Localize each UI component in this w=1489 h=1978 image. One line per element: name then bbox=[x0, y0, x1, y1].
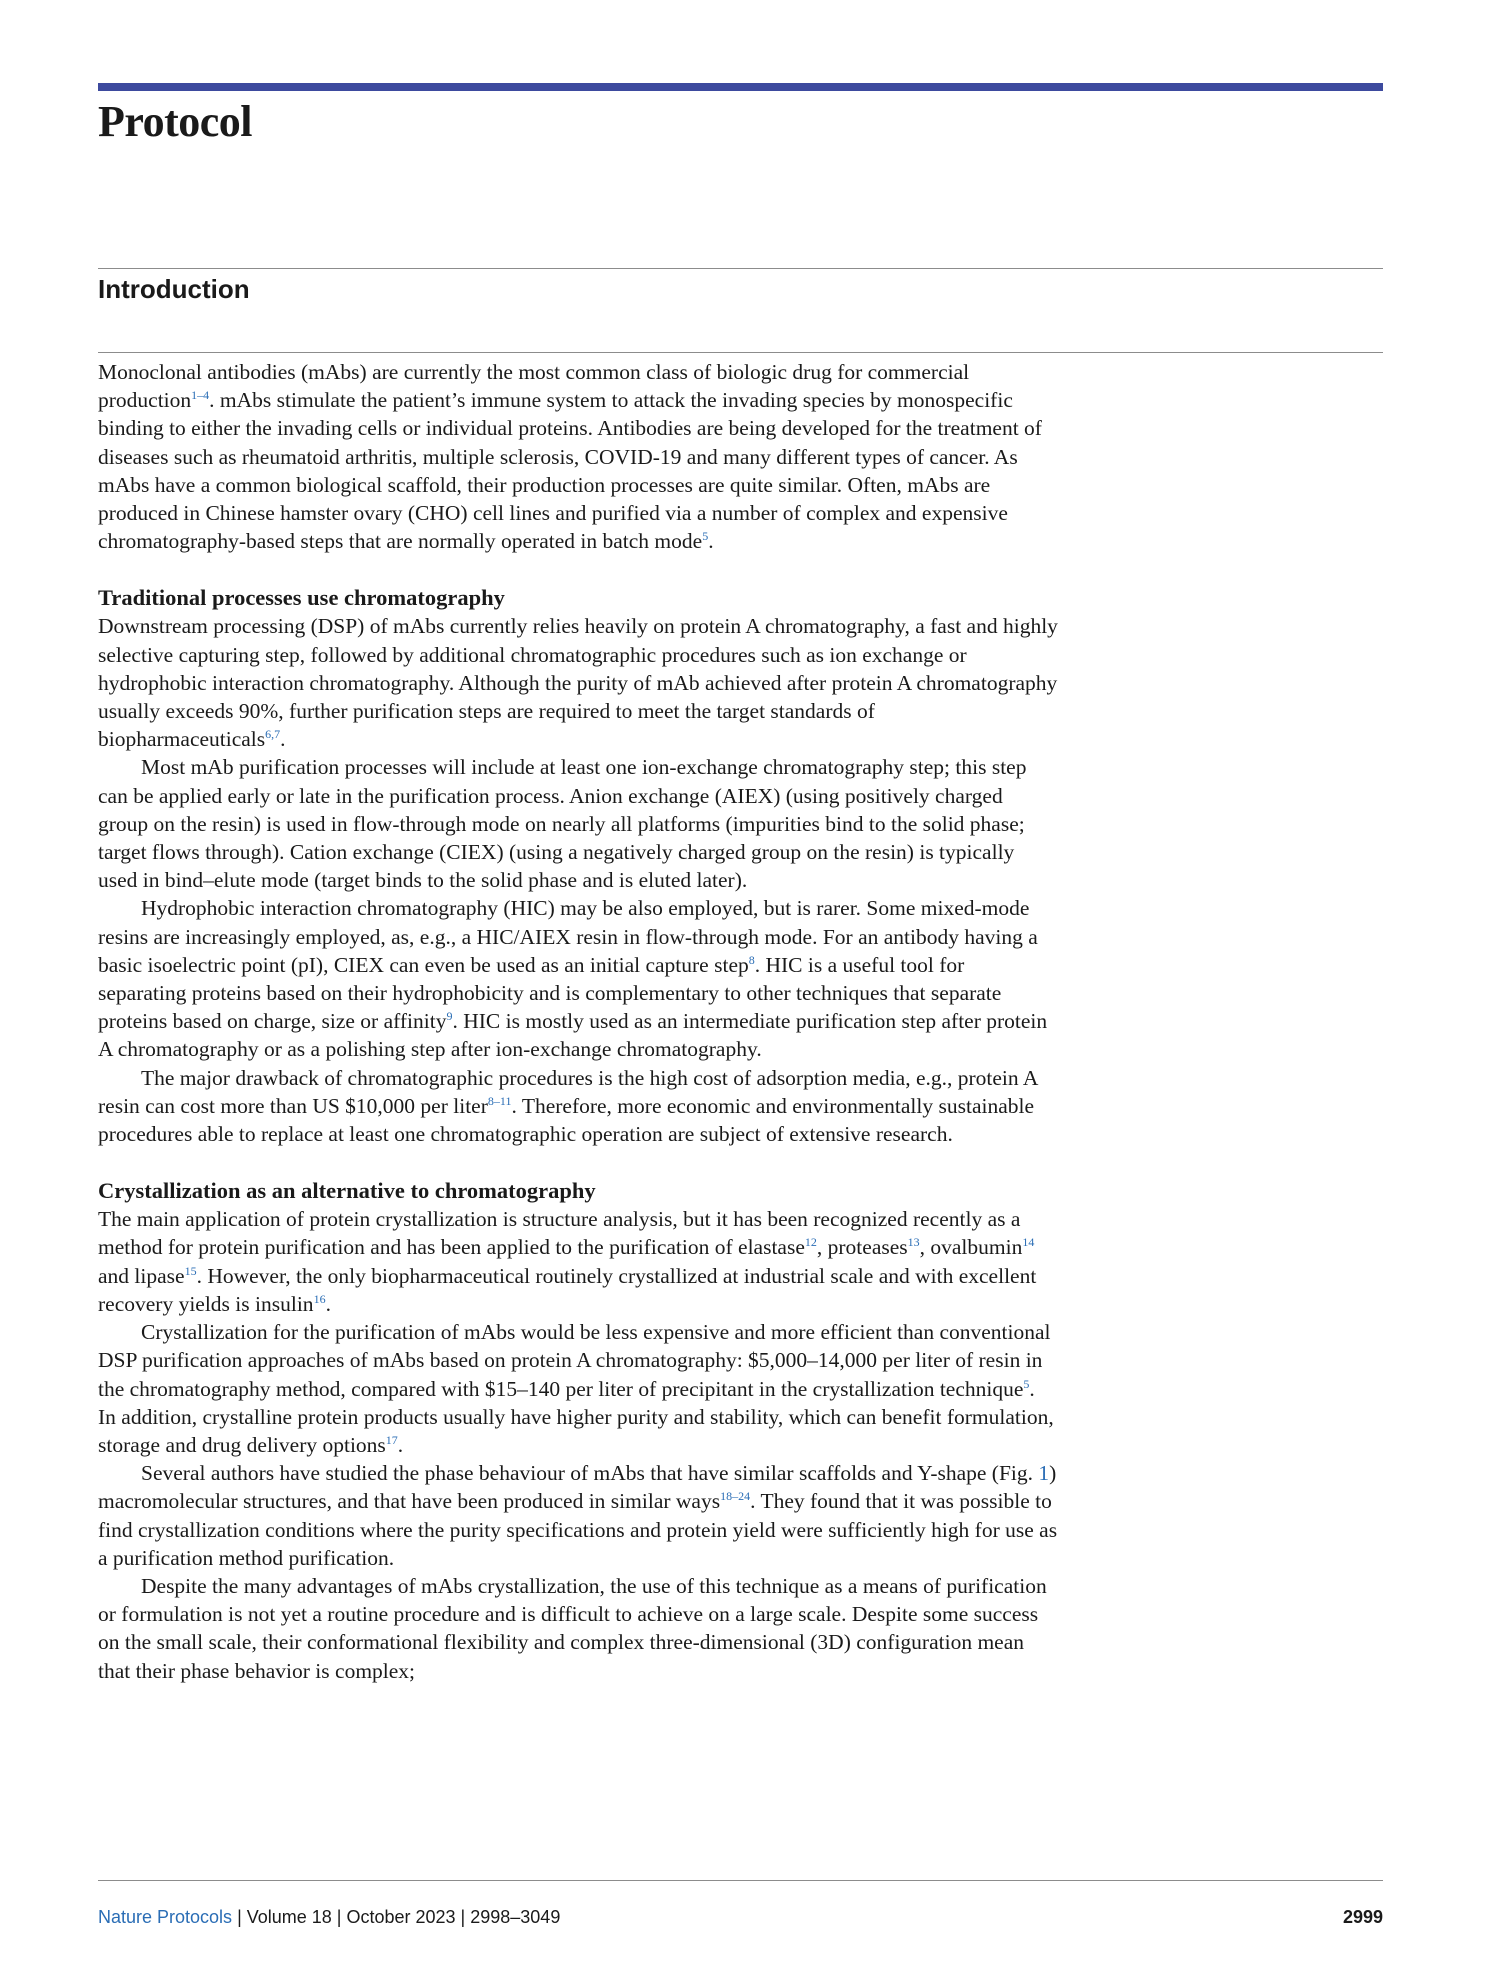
citation-link[interactable]: 15 bbox=[184, 1263, 197, 1278]
section-divider-top bbox=[98, 268, 1383, 269]
citation-link[interactable]: 16 bbox=[313, 1291, 326, 1306]
section-heading-introduction: Introduction bbox=[98, 274, 250, 304]
citation-link[interactable]: 6,7 bbox=[265, 727, 281, 742]
paragraph-drawback: The major drawback of chromatographic procedures is the high cost of adsorption media, e.g., protein A resin can cost more than US $10,000 per liter$^{8-11}$. Therefore, more economic and environmentally sustainable procedures able to replace at least one chromatographic operation are subject of extensive research. bbox=[98, 1065, 1038, 1147]
header-accent-rule bbox=[98, 83, 1383, 91]
article-type-title: Protocol bbox=[98, 97, 253, 146]
subheading-traditional-processes: Traditional processes use chromatography bbox=[98, 585, 505, 611]
citation-link[interactable]: 18–24 bbox=[720, 1489, 751, 1504]
citation-link[interactable]: 5 bbox=[1023, 1376, 1030, 1391]
citation-link[interactable]: 12 bbox=[804, 1235, 817, 1250]
paragraph-cost-comparison: Crystallization for the purification of mAbs would be less expensive and more efficient than conventional DSP purification approaches of mAbs based on protein A chromatography: $5,000–14,000 per liter of resin in the chromatography method, compared with $15–140 per liter of precipitant in the crystallization technique$^5$. In addition, crystalline protein products usually have higher purity and stability, which can benefit formulation, storage and drug delivery options$^{17}$. bbox=[98, 1320, 1054, 1457]
body-text-column bbox=[98, 358, 1058, 1685]
citation-link[interactable]: 9 bbox=[446, 1009, 453, 1024]
journal-name-link[interactable]: Nature Protocols bbox=[98, 1907, 233, 1927]
citation-link[interactable]: 5 bbox=[702, 529, 709, 544]
paragraph-dsp: Downstream processing (DSP) of mAbs currently relies heavily on protein A chromatography, a fast and highly selective capturing step, followed by additional chromatographic procedures such as ion exchange or hydrophobic interaction chromatography. Although the purity of mAb achieved after protein A chromatography usually exceeds 90%, further purification steps are required to meet the target standards of biopharmaceuticals$^{6,7}$. bbox=[98, 614, 1058, 752]
figure-link[interactable]: 1 bbox=[1038, 1461, 1050, 1486]
citation-link[interactable]: 8–11 bbox=[487, 1093, 512, 1108]
issue-details: | Volume 18 | October 2023 | 2998–3049 bbox=[232, 1907, 561, 1927]
paragraph-ion-exchange: Most mAb purification processes will include at least one ion-exchange chromatography step; this step can be applied early or late in the purification process. Anion exchange (AIEX) (using positively charged group on the resin) is used in flow-through mode on nearly all platforms (impurities bind to the solid phase; target flows through). Cation exchange (CIEX) (using a negatively charged group on the resin) is typically used in bind–elute mode (target binds to the solid phase and is eluted later). bbox=[98, 755, 1027, 893]
section-divider-bottom bbox=[98, 352, 1383, 353]
citation-link[interactable]: 13 bbox=[907, 1235, 920, 1250]
citation-link[interactable]: 8 bbox=[748, 952, 755, 967]
paragraph-hic: Hydrophobic interaction chromatography (HIC) may be also employed, but is rarer. Some mixed-mode resins are increasingly employed, as, e.g., a HIC/AIEX resin in flow-through mode. For an antibody having a basic isoelectric point (pI), CIEX can even be used as an initial capture step$^8$. HIC is a useful tool for separating proteins based on their hydrophobicity and is complementary to other techniques that separate proteins based on charge, size or affinity$^9$. HIC is mostly used as an intermediate purification step after protein A chromatography or as a polishing step after ion-exchange chromatography. bbox=[98, 896, 1048, 1062]
footer-divider bbox=[98, 1880, 1383, 1881]
page-number: 2999 bbox=[1342, 1907, 1383, 1927]
citation-link[interactable]: 14 bbox=[1022, 1235, 1035, 1250]
paragraph-advantages: Despite the many advantages of mAbs crystallization, the use of this technique as a means of purification or formulation is not yet a routine procedure and is difficult to achieve on a large scale. Despite some success on the small scale, their conformational flexibility and complex three-dimensional (3D) configuration mean that their phase behavior is complex; bbox=[98, 1573, 1047, 1683]
footer-citation bbox=[98, 1907, 560, 1928]
paragraph-phase-behaviour: Several authors have studied the phase behaviour of mAbs that have similar scaffolds and Y-shape (Fig. 1) macromolecular structures, and that have been produced in similar ways$^{18-24}$. They found that it was possible to find crystallization conditions where the purity specifications and protein yield were sufficiently high for use as a purification method purification. bbox=[98, 1461, 1058, 1570]
citation-link[interactable]: 1–4 bbox=[191, 388, 210, 403]
paragraph-crystallization-applications: The main application of protein crystallization is structure analysis, but it has been recognized recently as a method for protein purification and has been applied to the purification of elastase$^{12}$, proteases$^{13}$, ovalbumin$^{14}$ and lipase$^{15}$. However, the only biopharmaceutical routinely crystallized at industrial scale and with excellent recovery yields is insulin$^{16}$. bbox=[98, 1207, 1037, 1316]
citation-link[interactable]: 17 bbox=[385, 1432, 398, 1447]
subheading-crystallization: Crystallization as an alternative to chromatography bbox=[98, 1178, 596, 1204]
intro-paragraph-1: Monoclonal antibodies (mAbs) are currently the most common class of biologic drug for commercial production$^{1-4}$. mAbs stimulate the patient’s immune system to attack the invading species by monospecific binding to either the invading cells or individual proteins. Antibodies are being developed for the treatment of diseases such as rheumatoid arthritis, multiple sclerosis, COVID-19 and many different types of cancer. As mAbs have a common biological scaffold, their production processes are quite similar. Often, mAbs are produced in Chinese hamster ovary (CHO) cell lines and purified via a number of complex and expensive chromatography-based steps that are normally operated in batch mode$^5$. bbox=[98, 360, 1042, 554]
